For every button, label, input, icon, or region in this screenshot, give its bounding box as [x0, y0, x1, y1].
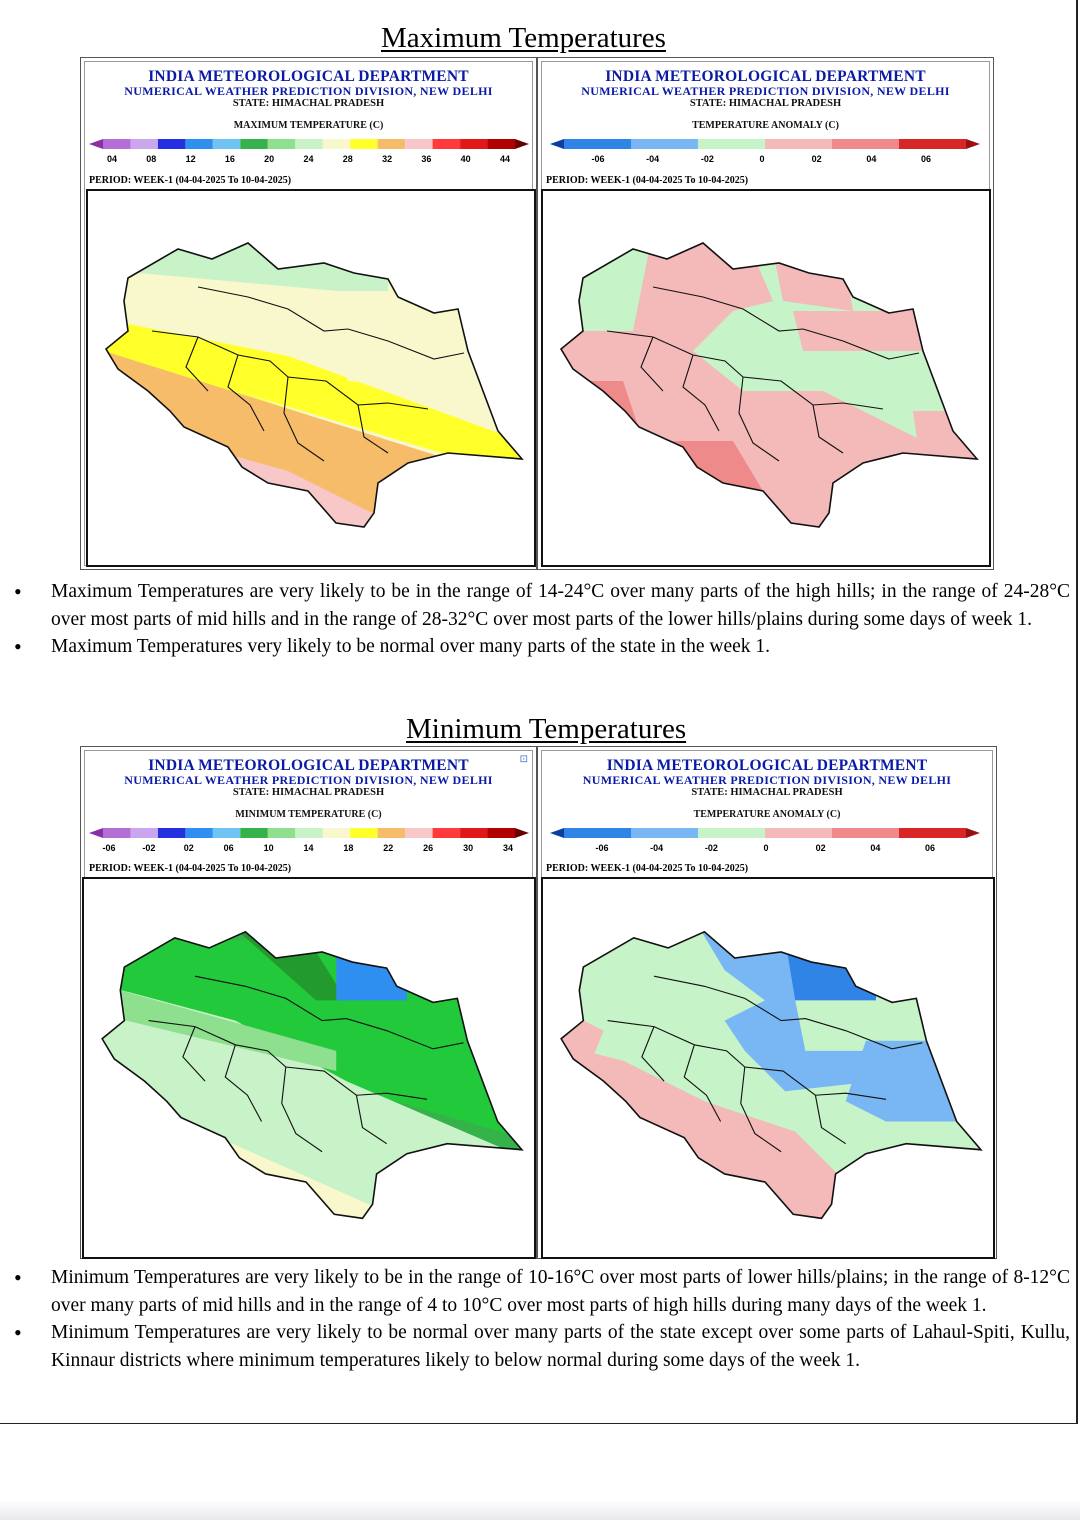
colorbar-segment [130, 139, 157, 149]
colorbar-tick-label: 08 [146, 154, 157, 164]
colorbar-segment [213, 139, 240, 149]
colorbar-tick-label: 30 [463, 843, 474, 853]
colorbar-tick-label: 04 [866, 154, 877, 164]
panel-division: NUMERICAL WEATHER PREDICTION DIVISION, NEW DELHI [124, 84, 493, 98]
colorbar-tick-label: 02 [183, 843, 194, 853]
colorbar-segment [378, 139, 405, 149]
colorbar-segment [966, 139, 980, 149]
colorbar-tick-label: 06 [223, 843, 234, 853]
himachal-map [88, 191, 534, 565]
panel-state: STATE: HIMACHAL PRADESH [689, 98, 842, 109]
colorbar-tick-label: 06 [924, 843, 936, 853]
colorbar-segment [899, 139, 966, 149]
bullet-item: • Maximum Temperatures are very likely to be in the range of 14-24°C over many parts of the high hills; in the range of 24-28°C over most parts of mid hills and in the range of 28-32°C over most parts of the lower hills/plains during some days of week 1. [0, 578, 1080, 633]
colorbar-tick-label: 20 [264, 154, 275, 164]
panel-state: STATE: HIMACHAL PRADESH [232, 98, 385, 109]
bullet-item: • Maximum Temperatures very likely to be normal over many parts of the state in the week 1. [0, 633, 1080, 661]
colorbar-tick-label: 26 [423, 843, 434, 853]
panel-state: STATE: HIMACHAL PRADESH [691, 787, 843, 798]
colorbar-segment [185, 828, 212, 838]
colorbar-segment [323, 828, 350, 838]
colorbar-segment [240, 828, 267, 838]
panel-division: NUMERICAL WEATHER PREDICTION DIVISION, NEW DELHI [582, 773, 952, 787]
colorbar-segment [103, 139, 130, 149]
min-anomaly-map [541, 877, 995, 1259]
colorbar-segment [213, 828, 240, 838]
colorbar-tick-label: 32 [382, 154, 393, 164]
colorbar-segment [433, 139, 460, 149]
colorbar-tick-label: 44 [499, 154, 511, 164]
colorbar-segment [515, 139, 529, 149]
anomaly-colorbar [550, 825, 980, 841]
colorbar-segment [631, 139, 698, 149]
colorbar-segment [378, 828, 405, 838]
colorbar-segment [405, 139, 432, 149]
colorbar-segment [350, 828, 377, 838]
colorbar-segment [240, 139, 267, 149]
colorbar-tick-label: 16 [224, 154, 235, 164]
colorbar-segment [564, 828, 631, 838]
colorbar-segment [460, 139, 487, 149]
colorbar-tick-label: -06 [595, 843, 609, 853]
min-temp-map [82, 877, 536, 1259]
panel-state: STATE: HIMACHAL PRADESH [232, 787, 385, 798]
panel-variable: MINIMUM TEMPERATURE (C) [235, 809, 382, 820]
max-temp-panel [80, 57, 537, 570]
panel-division: NUMERICAL WEATHER PREDICTION DIVISION, NEW DELHI [581, 84, 950, 98]
colorbar-tick-label: 22 [383, 843, 394, 853]
colorbar-tick-label: 02 [815, 843, 826, 853]
colorbar-segment [268, 139, 295, 149]
panel-period: PERIOD: WEEK-1 (04-04-2025 To 10-04-2025) [89, 863, 292, 874]
colorbar-tick-label: 12 [185, 154, 196, 164]
panel-org: INDIA METEOROLOGICAL DEPARTMENT [148, 68, 469, 85]
colorbar-tick-label: 10 [263, 843, 274, 853]
colorbar-tick-label: -04 [650, 843, 664, 853]
colorbar-tick-label: 0 [759, 154, 765, 164]
himachal-map [84, 879, 534, 1257]
min-bullets [0, 1264, 1080, 1374]
panel-period: PERIOD: WEEK-1 (04-04-2025 To 10-04-2025) [546, 175, 749, 186]
bullet-item: • Minimum Temperatures are very likely to be normal over many parts of the state except over some parts of Lahaul-Spiti, Kullu, Kinnaur districts where minimum temperatures likely to below normal during some days of the week 1. [0, 1319, 1080, 1374]
colorbar-segment [488, 828, 515, 838]
colorbar-segment [405, 828, 432, 838]
viewer-bottom-strip [0, 1500, 1080, 1520]
colorbar-segment [765, 139, 832, 149]
colorbar-segment [564, 139, 631, 149]
colorbar-segment [323, 139, 350, 149]
colorbar-segment [89, 139, 103, 149]
colorbar-tick-label: 0 [763, 843, 769, 853]
colorbar-segment [515, 828, 529, 838]
colorbar-segment [295, 139, 322, 149]
colorbar-segment [488, 139, 515, 149]
colorbar-tick-label: 40 [460, 154, 471, 164]
panel-variable: TEMPERATURE ANOMALY (C) [693, 809, 841, 820]
colorbar-tick-label: -04 [646, 154, 660, 164]
colorbar-segment [158, 139, 185, 149]
colorbar-segment [765, 828, 832, 838]
colorbar-tick-label: 14 [303, 843, 314, 853]
colorbar-segment [433, 828, 460, 838]
colorbar-tick-label: 24 [303, 154, 314, 164]
colorbar-tick-label: 04 [106, 154, 118, 164]
colorbar-segment [832, 139, 899, 149]
colorbar-segment [130, 828, 157, 838]
temp-colorbar [89, 825, 529, 841]
max-section-title: Maximum Temperatures [381, 22, 666, 54]
colorbar-segment [158, 828, 185, 838]
min-section-title: Minimum Temperatures [406, 713, 687, 745]
colorbar-tick-label: 28 [342, 154, 353, 164]
max-anomaly-map [541, 189, 991, 567]
temp-colorbar [89, 136, 529, 152]
colorbar-segment [550, 139, 564, 149]
colorbar-segment [460, 828, 487, 838]
colorbar-tick-label: -06 [591, 154, 605, 164]
panel-org: INDIA METEOROLOGICAL DEPARTMENT [606, 757, 928, 774]
colorbar-segment [350, 139, 377, 149]
panel-org: INDIA METEOROLOGICAL DEPARTMENT [148, 757, 469, 774]
colorbar-tick-label: -02 [704, 843, 718, 853]
expand-icon[interactable]: ⊡ [519, 754, 528, 765]
colorbar-tick-label: 34 [502, 843, 514, 853]
panel-variable: TEMPERATURE ANOMALY (C) [692, 120, 839, 131]
colorbar-segment [185, 139, 212, 149]
panel-variable: MAXIMUM TEMPERATURE (C) [233, 120, 384, 131]
colorbar-segment [631, 828, 698, 838]
himachal-map [543, 191, 989, 565]
max-bullets [0, 578, 1080, 661]
min-anomaly-panel [537, 746, 997, 1259]
colorbar-tick-label: -06 [102, 843, 116, 853]
colorbar-tick-label: 36 [421, 154, 432, 164]
panel-org: INDIA METEOROLOGICAL DEPARTMENT [605, 68, 926, 85]
colorbar-tick-label: -02 [142, 843, 156, 853]
colorbar-segment [832, 828, 899, 838]
colorbar-segment [550, 828, 564, 838]
max-temp-map [86, 189, 536, 567]
colorbar-segment [698, 139, 765, 149]
colorbar-segment [698, 828, 765, 838]
anomaly-colorbar [550, 136, 980, 152]
colorbar-segment [268, 828, 295, 838]
colorbar-segment [899, 828, 966, 838]
colorbar-tick-label: -02 [700, 154, 714, 164]
colorbar-segment [295, 828, 322, 838]
colorbar-segment [966, 828, 980, 838]
colorbar-tick-label: 06 [920, 154, 932, 164]
min-temp-panel [80, 746, 537, 1259]
max-anomaly-panel [537, 57, 994, 570]
colorbar-tick-label: 18 [343, 843, 354, 853]
colorbar-segment [103, 828, 130, 838]
colorbar-tick-label: 04 [870, 843, 881, 853]
panel-period: PERIOD: WEEK-1 (04-04-2025 To 10-04-2025) [89, 175, 292, 186]
panel-period: PERIOD: WEEK-1 (04-04-2025 To 10-04-2025) [546, 863, 749, 874]
bullet-item: • Minimum Temperatures are very likely to be in the range of 10-16°C over most parts of lower hills/plains; in the range of 8-12°C over many parts of mid hills and in the range of 4 to 10°C over most parts of high hills during many days of the week 1. [0, 1264, 1080, 1319]
panel-division: NUMERICAL WEATHER PREDICTION DIVISION, NEW DELHI [124, 773, 493, 787]
himachal-map [543, 879, 993, 1257]
colorbar-tick-label: 02 [811, 154, 822, 164]
colorbar-segment [89, 828, 103, 838]
